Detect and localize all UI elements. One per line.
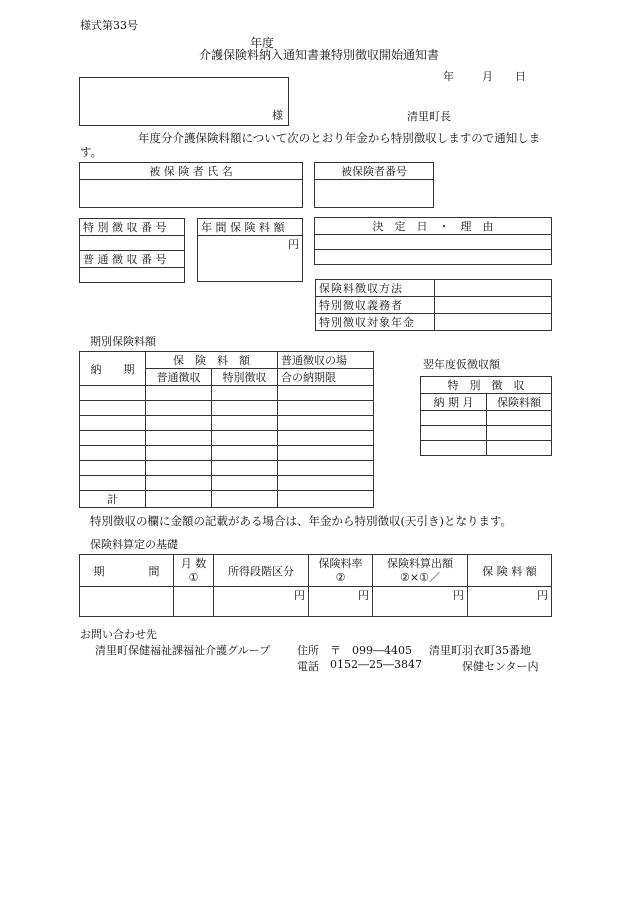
note: 特別徴収の欄に金額の記載がある場合は、年金から特別徴収(天引き)となります。 — [90, 514, 513, 528]
date-day: 日 — [515, 70, 526, 83]
special-pension-cell — [435, 314, 552, 331]
periodic-table — [79, 351, 374, 508]
table-row — [421, 426, 552, 441]
form-number: 様式第33号 — [80, 19, 138, 32]
period-header: 納 期 — [80, 352, 146, 386]
basis-table — [79, 554, 552, 617]
table-row — [80, 386, 374, 401]
normal-header: 普通徴収 — [146, 369, 212, 386]
provisional-table — [420, 376, 552, 456]
decision-row — [315, 235, 552, 250]
basis-period-header: 期 間 — [80, 555, 174, 587]
phone-label: 電話 — [297, 660, 319, 673]
collection-method-table — [315, 279, 552, 331]
special-header: 特別徴収 — [212, 369, 278, 386]
decision-label: 決 定 日 ・ 理 由 — [315, 218, 552, 235]
normal-collection-number-label: 普 通 徴 収 番 号 — [80, 251, 185, 268]
contact-address: 清里町羽衣町35番地 — [429, 644, 531, 657]
premium-header: 保 険 料 額 — [146, 352, 278, 369]
phone-number: 0152―25―3847 — [330, 658, 422, 671]
basis-rate-header — [309, 555, 373, 587]
basis-months-label-1: 月 数 — [180, 556, 207, 570]
basis-calc-label-1: 保険料算出額 — [387, 556, 453, 570]
addressee-box — [79, 77, 289, 126]
basis-calc-label-2: ②×①／ — [400, 570, 440, 584]
insured-number-cell — [315, 180, 434, 208]
insured-name-cell — [80, 180, 303, 208]
collection-number-table — [79, 218, 185, 283]
insured-name-table — [79, 162, 303, 208]
contact-dept: 清里町保健福祉課福祉介護グループ — [95, 644, 271, 657]
normal-collection-number-cell — [80, 268, 185, 283]
insured-number-table — [314, 162, 434, 208]
basis-income-header: 所得段階区分 — [214, 555, 309, 587]
collection-method-label: 保険料徴収方法 — [316, 280, 435, 297]
provisional-premium-header: 保険料額 — [487, 394, 552, 411]
table-row — [80, 476, 374, 491]
table-row — [80, 446, 374, 461]
page-title: 介護保険料納入通知書兼特別徴収開始通知書 — [199, 48, 440, 62]
provisional-heading: 翌年度仮徴収額 — [423, 358, 500, 371]
basis-rate-label-1: 保険料率 — [318, 556, 363, 570]
annual-premium-cell: 円 — [198, 236, 303, 282]
addressee-suffix: 様 — [272, 109, 283, 122]
special-collector-cell — [435, 297, 552, 314]
insured-name-label: 被 保 険 者 氏 名 — [80, 163, 303, 180]
deadline-header-2: 合の納期限 — [278, 369, 374, 386]
intro-line-1: 年度分介護保険料額について次のとおり年金から特別徴収しますので通知しま — [138, 131, 541, 145]
basis-premium-header: 保 険 料 額 — [468, 555, 552, 587]
special-collector-label: 特別徴収義務者 — [316, 297, 435, 314]
table-row — [421, 411, 552, 426]
postal-code: 〒 099―4405 — [330, 644, 412, 657]
special-pension-label: 特別徴収対象年金 — [316, 314, 435, 331]
annual-premium-label: 年 間 保 険 料 額 — [198, 219, 303, 236]
basis-rate-label-2: ② — [335, 570, 346, 584]
basis-months-header — [174, 555, 214, 587]
fiscal-year: 年度 — [250, 36, 275, 50]
provisional-month-header: 納 期 月 — [421, 394, 487, 411]
decision-row — [315, 250, 552, 265]
date-year: 年 — [443, 70, 454, 83]
basis-calc-yen: 円 — [373, 587, 468, 617]
annual-premium-table — [197, 218, 303, 282]
provisional-special-header: 特 別 徴 収 — [421, 377, 552, 394]
decision-table — [314, 217, 552, 265]
address-label: 住所 — [297, 644, 319, 657]
table-row — [80, 416, 374, 431]
table-row — [80, 461, 374, 476]
basis-calc-header — [373, 555, 468, 587]
special-collection-number-cell — [80, 236, 185, 251]
basis-premium-yen: 円 — [468, 587, 552, 617]
collection-method-cell — [435, 280, 552, 297]
intro-line-2: す。 — [80, 145, 103, 159]
table-row — [421, 441, 552, 456]
periodic-heading: 期別保険料額 — [90, 335, 156, 348]
deadline-header-1: 普通徴収の場 — [278, 352, 374, 369]
basis-months-label-2: ① — [188, 570, 199, 584]
issuer: 清里町長 — [407, 110, 451, 123]
date-month: 月 — [482, 70, 493, 83]
basis-income-yen: 円 — [214, 587, 309, 617]
insured-number-label: 被保険者番号 — [315, 163, 434, 180]
total-label: 計 — [80, 491, 146, 508]
contact-heading: お問い合わせ先 — [80, 628, 157, 641]
table-row — [80, 431, 374, 446]
contact-building: 保健センター内 — [462, 660, 539, 673]
basis-rate-yen: 円 — [309, 587, 373, 617]
basis-heading: 保険料算定の基礎 — [90, 538, 178, 551]
table-row — [80, 401, 374, 416]
special-collection-number-label: 特 別 徴 収 番 号 — [80, 219, 185, 236]
